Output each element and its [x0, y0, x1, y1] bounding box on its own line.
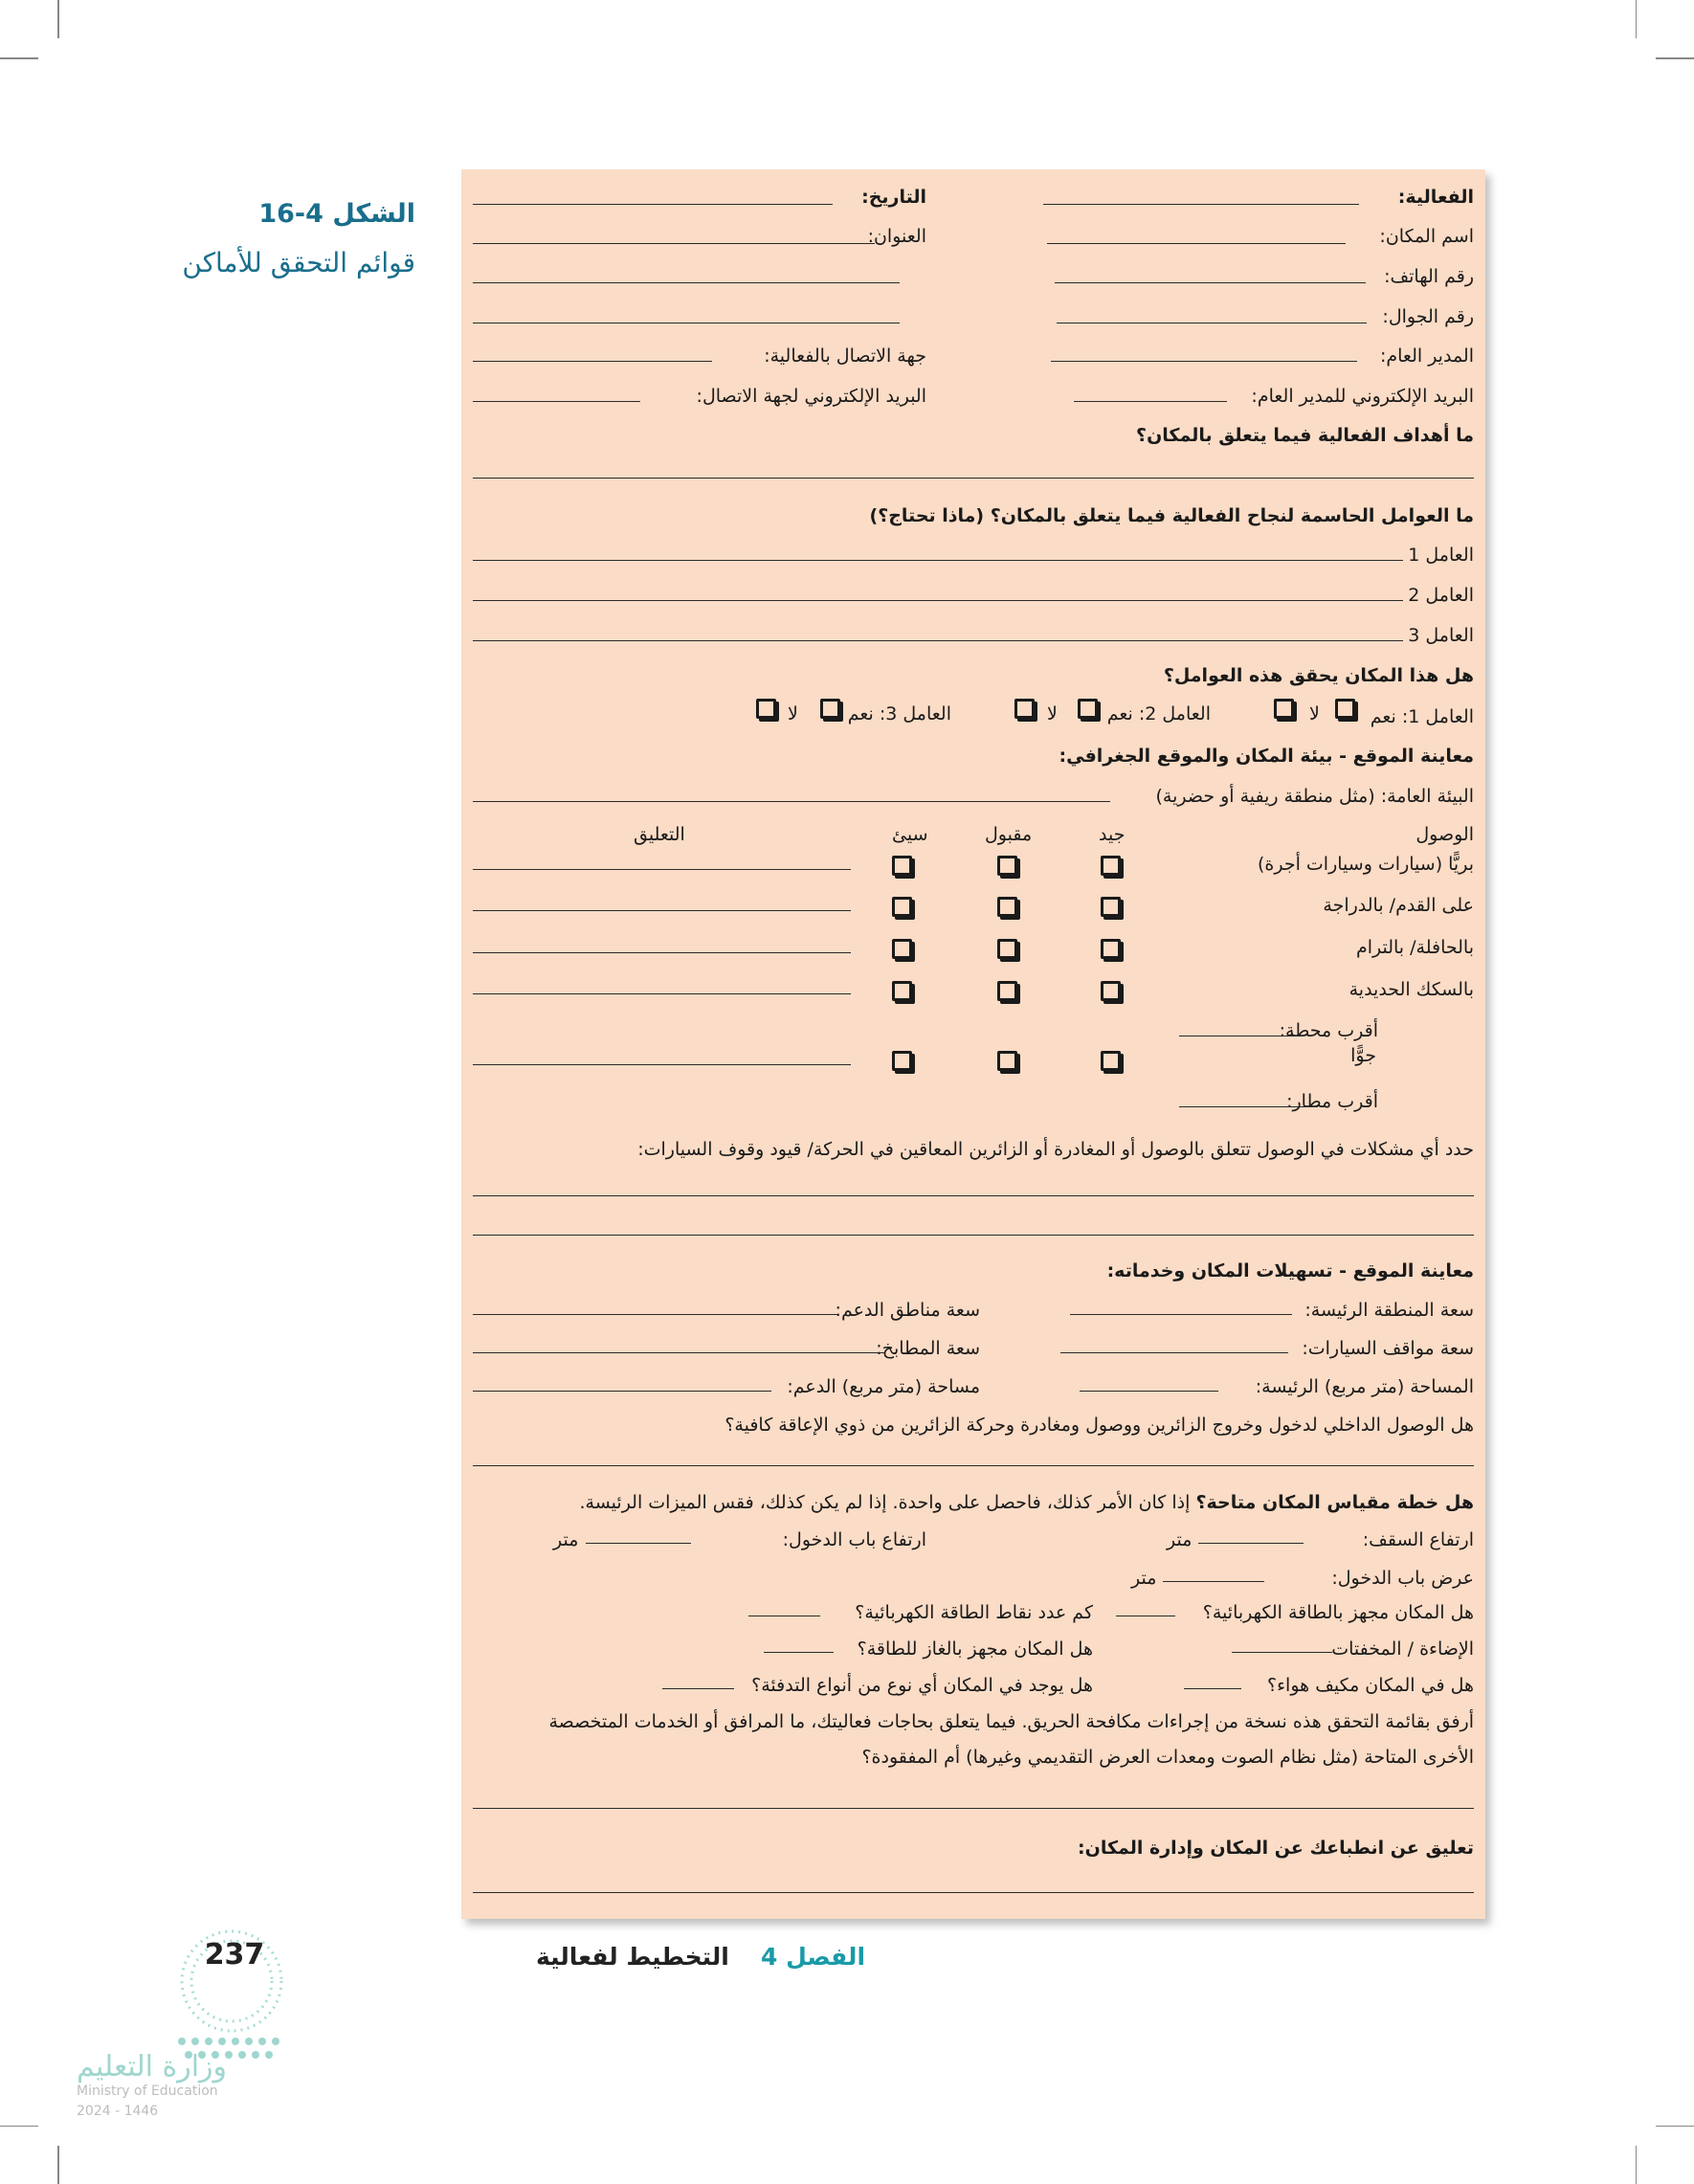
contact-email-label: البريد الإلكتروني لجهة الاتصال: — [696, 386, 926, 407]
figure-number: الشكل 4-16 — [258, 199, 415, 229]
parking-field[interactable] — [1060, 1352, 1288, 1353]
factor-3-label: العامل 3 — [1408, 625, 1474, 646]
factor-2-label: العامل 2 — [1408, 585, 1474, 606]
nearest-station-label: أقرب محطة: — [1279, 1020, 1378, 1041]
chapter-number: الفصل 4 — [761, 1943, 866, 1971]
lighting-field[interactable] — [1232, 1652, 1332, 1653]
plan-question-rest: إذا كان الأمر كذلك، فاحصل على واحدة. إذا لم يكن كذلك، فقس الميزات الرئيسة. — [579, 1492, 1196, 1513]
site-env-title: معاينة الموقع - بيئة المكان والموقع الجغرافي: — [1059, 746, 1474, 767]
access-problems-field-1[interactable] — [473, 1195, 1474, 1196]
contact-field[interactable] — [473, 361, 712, 362]
phone-label: رقم الهاتف: — [1384, 266, 1474, 287]
power-label: هل المكان مجهز بالطاقة الكهربائية؟ — [1202, 1602, 1474, 1623]
factor-1-yes-checkbox[interactable] — [1335, 699, 1355, 719]
air-comment-field[interactable] — [473, 1064, 851, 1065]
general-env-label: البيئة العامة: (مثل منطقة ريفية أو حضرية) — [1155, 786, 1474, 807]
acceptable-header: مقبول — [985, 824, 1033, 845]
date-field[interactable] — [473, 204, 833, 205]
gm-field[interactable] — [1051, 361, 1357, 362]
date-label: التاريخ: — [861, 187, 926, 208]
factor-2-yes-checkbox[interactable] — [1078, 699, 1098, 719]
support-capacity-label: سعة مناطق الدعم: — [835, 1300, 980, 1321]
bus-good-checkbox[interactable] — [1101, 939, 1121, 959]
venue-name-label: اسم المكان: — [1379, 226, 1474, 247]
crop-mark — [1636, 2146, 1638, 2184]
crop-mark — [1656, 2126, 1694, 2128]
rail-comment-field[interactable] — [473, 993, 851, 994]
air-poor-checkbox[interactable] — [892, 1051, 912, 1071]
bus-poor-checkbox[interactable] — [892, 939, 912, 959]
access-row-label: بالحافلة/ بالترام — [1355, 937, 1474, 958]
power-points-label: كم عدد نقاط الطاقة الكهربائية؟ — [855, 1602, 1093, 1623]
contact-label: جهة الاتصال بالفعالية: — [764, 345, 926, 367]
parking-label: سعة مواقف السيارات: — [1302, 1338, 1474, 1359]
ac-field[interactable] — [1184, 1688, 1241, 1689]
crop-mark — [1656, 57, 1694, 59]
achieve-question: هل هذا المكان يحقق هذه العوامل؟ — [1163, 665, 1474, 686]
internal-access-label: هل الوصول الداخلي لدخول وخروج الزائرين ووصول ومغادرة وحركة الزائرين من ذوي الإعاقة كافية؟ — [724, 1415, 1474, 1436]
factor-1-no-checkbox[interactable] — [1274, 699, 1294, 719]
main-capacity-field[interactable] — [1070, 1314, 1292, 1315]
plan-question-bold: هل خطة مقياس المكان متاحة؟ — [1195, 1492, 1474, 1513]
main-area-label: المساحة (متر مربع) الرئيسة: — [1255, 1376, 1474, 1397]
event-label: الفعالية: — [1397, 187, 1474, 208]
air-ok-checkbox[interactable] — [997, 1051, 1017, 1071]
impression-field[interactable] — [473, 1892, 1474, 1893]
road-comment-field[interactable] — [473, 869, 851, 870]
crop-mark — [57, 2146, 59, 2184]
chapter-title: التخطيط لفعالية — [536, 1943, 729, 1971]
address-label: العنوان: — [867, 226, 926, 247]
rail-good-checkbox[interactable] — [1101, 981, 1121, 1001]
factor-3-yes-checkbox[interactable] — [820, 699, 840, 719]
rail-poor-checkbox[interactable] — [892, 981, 912, 1001]
plan-question — [580, 1491, 1475, 1514]
gm-email-label: البريد الإلكتروني للمدير العام: — [1251, 386, 1474, 407]
figure-title: قوائم التحقق للأماكن — [182, 247, 415, 279]
address-field[interactable] — [473, 243, 875, 244]
factor-1-field[interactable] — [473, 560, 1403, 561]
support-capacity-field[interactable] — [473, 1314, 838, 1315]
support-area-field[interactable] — [473, 1391, 771, 1392]
crop-mark — [0, 57, 38, 59]
air-good-checkbox[interactable] — [1101, 1051, 1121, 1071]
kitchens-field[interactable] — [473, 1352, 884, 1353]
road-poor-checkbox[interactable] — [892, 856, 912, 876]
venue-name-field[interactable] — [1047, 243, 1346, 244]
gas-field[interactable] — [764, 1652, 834, 1653]
good-header: جيد — [1099, 824, 1126, 845]
contact-email-field[interactable] — [473, 401, 640, 402]
lighting-label: الإضاءة / المخفتات — [1331, 1638, 1474, 1660]
factor-2-yes-label: العامل 2: نعم — [1106, 703, 1211, 724]
foot-comment-field[interactable] — [473, 910, 851, 911]
door-height-unit: متر — [553, 1529, 579, 1550]
door-height-field[interactable] — [586, 1543, 691, 1544]
kitchens-label: سعة المطابخ: — [876, 1338, 980, 1359]
main-area-field[interactable] — [1080, 1391, 1218, 1392]
door-width-field[interactable] — [1163, 1581, 1264, 1582]
fire-procedures-line1: أرفق بقائمة التحقق هذه نسخة من إجراءات مكافحة الحريق. فيما يتعلق بحاجات فعاليتك، ما المرافق أو الخدمات المتخصصة — [548, 1711, 1474, 1732]
bus-comment-field[interactable] — [473, 952, 851, 953]
goals-field[interactable] — [473, 478, 1474, 479]
impression-label: تعليق عن انطباعك عن المكان وإدارة المكان: — [1078, 1838, 1474, 1859]
door-height-label: ارتفاع باب الدخول: — [782, 1529, 926, 1550]
road-ok-checkbox[interactable] — [997, 856, 1017, 876]
factors-question: ما العوامل الحاسمة لنجاح الفعالية فيما يتعلق بالمكان؟ (ماذا تحتاج؟) — [869, 505, 1474, 526]
ceiling-field[interactable] — [1198, 1543, 1304, 1544]
ministry-logo-arabic: وزارة التعليم — [77, 2050, 228, 2084]
page-number: 237 — [204, 1938, 265, 1972]
address-field-2[interactable] — [473, 282, 900, 283]
factor-3-no-checkbox[interactable] — [756, 699, 776, 719]
ceiling-unit: متر — [1167, 1529, 1192, 1550]
event-field[interactable] — [1043, 204, 1359, 205]
crop-mark — [0, 2126, 38, 2128]
mobile-label: رقم الجوال: — [1382, 306, 1474, 327]
poor-header: سيئ — [892, 824, 928, 845]
ceiling-label: ارتفاع السقف: — [1362, 1529, 1474, 1550]
ac-label: هل في المكان مكيف هواء؟ — [1267, 1675, 1474, 1696]
crop-mark — [1636, 0, 1638, 38]
phone-field[interactable] — [1055, 282, 1366, 283]
fire-procedures-line2: الأخرى المتاحة (مثل نظام الصوت ومعدات العرض التقديمي وغيرها) أم المفقودة؟ — [861, 1747, 1474, 1768]
air-label: جوًّا — [1350, 1045, 1376, 1066]
goals-question: ما أهداف الفعالية فيما يتعلق بالمكان؟ — [1136, 425, 1474, 446]
ministry-logo-year: 2024 - 1446 — [77, 2104, 159, 2119]
fire-procedures-field[interactable] — [473, 1808, 1474, 1809]
foot-poor-checkbox[interactable] — [892, 897, 912, 917]
foot-good-checkbox[interactable] — [1101, 897, 1121, 917]
access-row-label: بريًّا (سيارات وسيارات أجرة) — [1258, 854, 1474, 875]
rail-ok-checkbox[interactable] — [997, 981, 1017, 1001]
main-capacity-label: سعة المنطقة الرئيسة: — [1304, 1300, 1474, 1321]
internal-access-field[interactable] — [473, 1465, 1474, 1466]
factor-2-no-checkbox[interactable] — [1014, 699, 1035, 719]
facilities-title: معاينة الموقع - تسهيلات المكان وخدماته: — [1106, 1260, 1474, 1281]
factor-3-field[interactable] — [473, 640, 1403, 641]
gm-email-field[interactable] — [1074, 401, 1227, 402]
general-env-field[interactable] — [473, 801, 1110, 802]
access-header: الوصول — [1415, 824, 1474, 845]
access-row-label: بالسكك الحديدية — [1349, 979, 1474, 1000]
door-width-unit: متر — [1131, 1568, 1157, 1589]
foot-ok-checkbox[interactable] — [997, 897, 1017, 917]
comment-header: التعليق — [634, 824, 685, 845]
factor-1-label: العامل 1 — [1408, 545, 1474, 566]
factor-1-no-label: لا — [1309, 703, 1320, 724]
factor-3-no-label: لا — [788, 703, 798, 724]
road-good-checkbox[interactable] — [1101, 856, 1121, 876]
factor-1-yes-label: العامل 1: نعم — [1370, 706, 1474, 727]
door-width-label: عرض باب الدخول: — [1331, 1568, 1474, 1589]
venue-checklist-form — [461, 169, 1485, 1919]
gm-label: المدير العام: — [1379, 345, 1474, 367]
factor-3-yes-label: العامل 3: نعم — [847, 703, 951, 724]
factor-2-no-label: لا — [1047, 703, 1058, 724]
factor-2-field[interactable] — [473, 600, 1403, 601]
crop-mark — [57, 0, 59, 38]
nearest-airport-label: أقرب مطار: — [1286, 1091, 1378, 1112]
access-row-label: على القدم/ بالدراجة — [1323, 895, 1474, 916]
access-problems-field-2[interactable] — [473, 1235, 1474, 1236]
heating-field[interactable] — [662, 1688, 734, 1689]
support-area-label: مساحة (متر مربع) الدعم: — [787, 1376, 980, 1397]
nearest-airport-field[interactable] — [1179, 1106, 1318, 1107]
bus-ok-checkbox[interactable] — [997, 939, 1017, 959]
gas-label: هل المكان مجهز بالغاز للطاقة؟ — [857, 1638, 1093, 1660]
access-problems-label: حدد أي مشكلات في الوصول تتعلق بالوصول أو المغادرة أو الزائرين المعاقين في الحركة/ قيود وقوف السيارات: — [637, 1139, 1474, 1160]
heating-label: هل يوجد في المكان أي نوع من أنواع التدفئة؟ — [751, 1675, 1093, 1696]
ministry-logo-english: Ministry of Education — [77, 2084, 218, 2099]
